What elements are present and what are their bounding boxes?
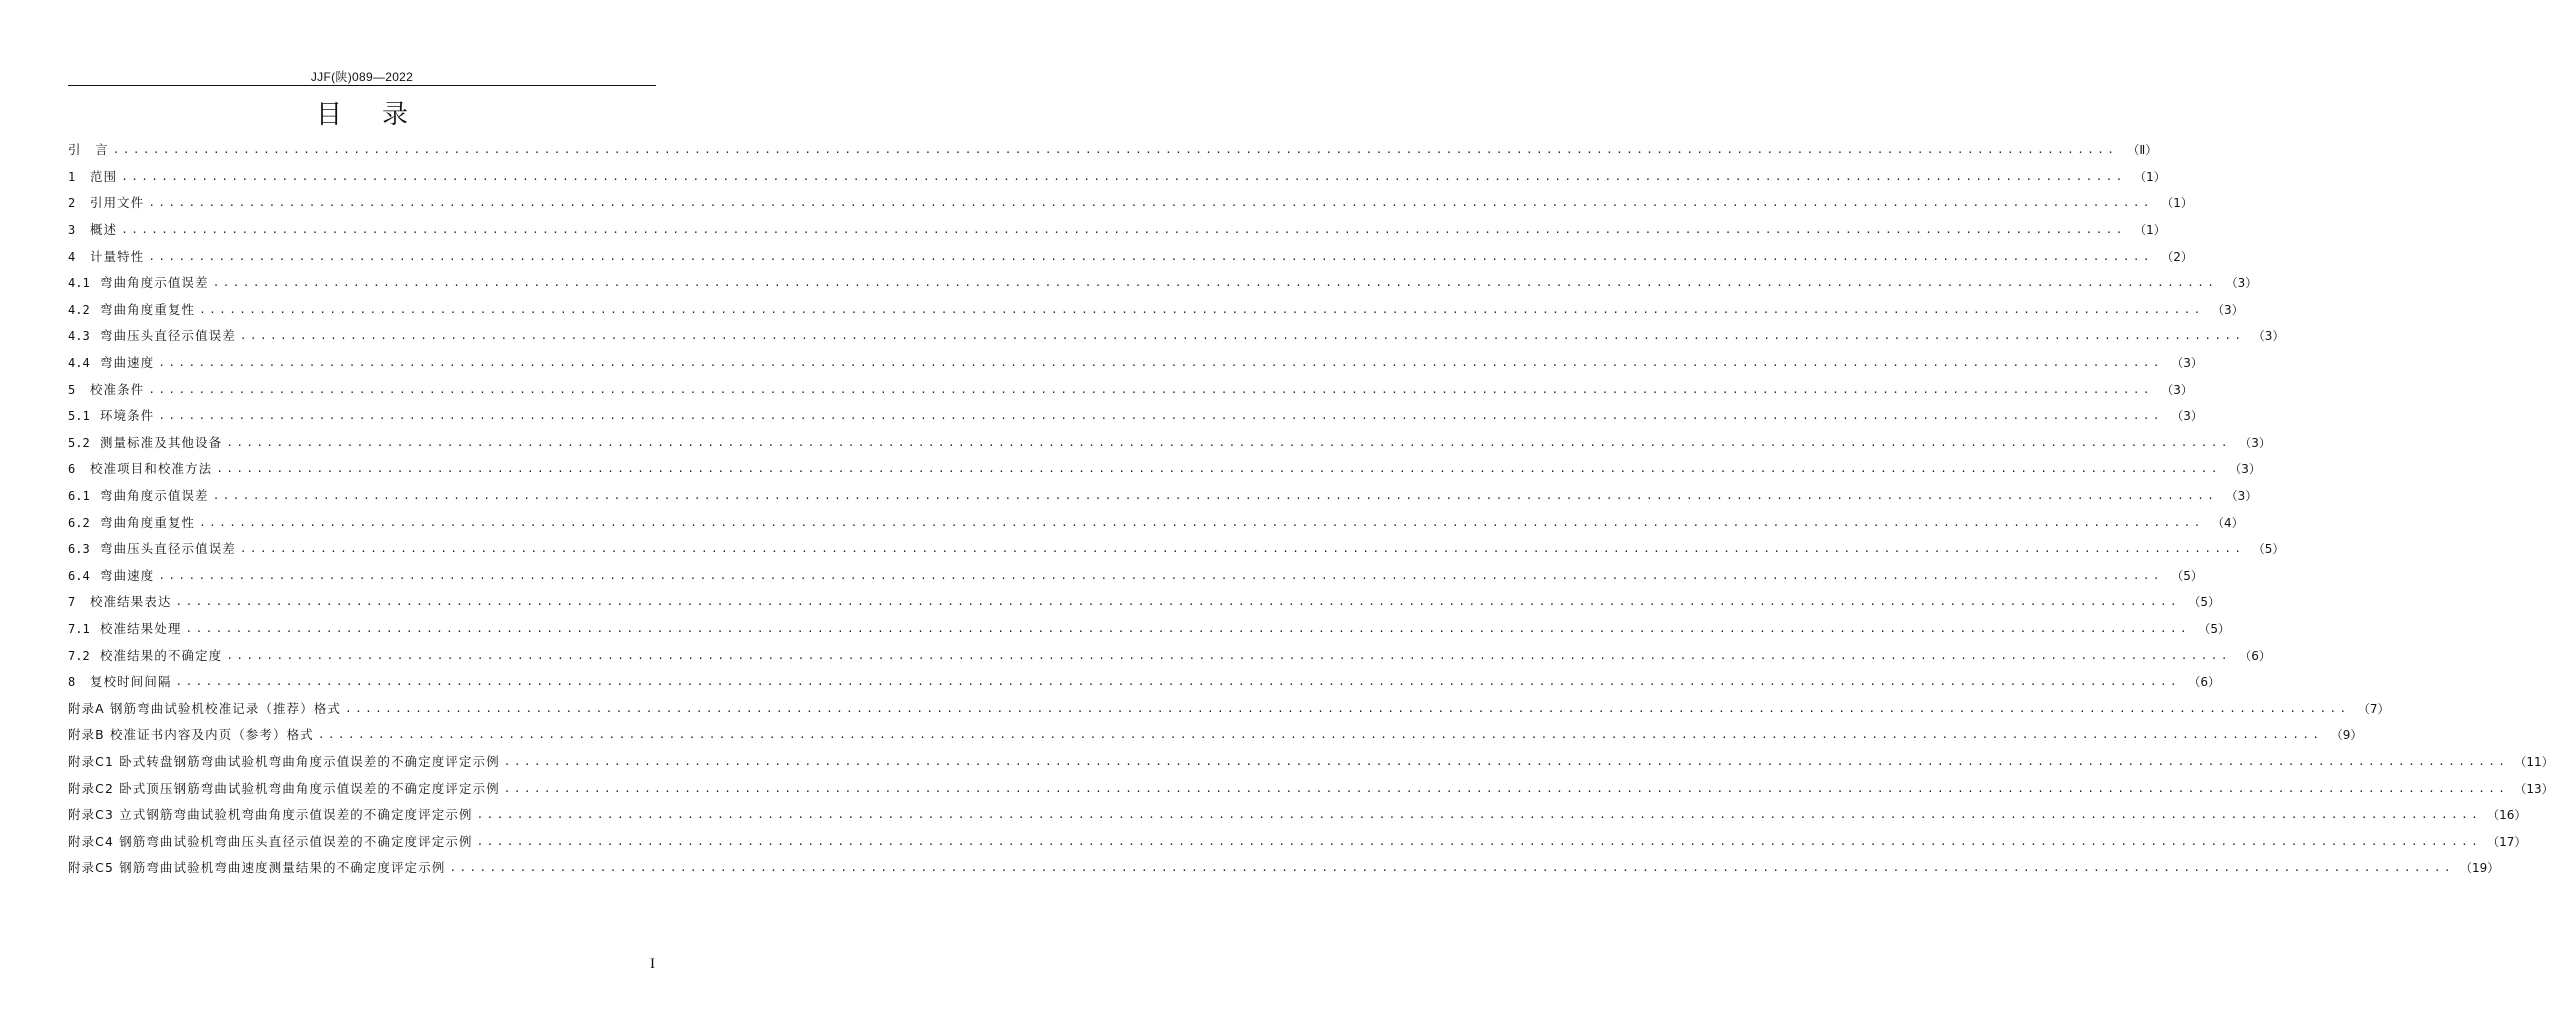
toc-leader-dots: ........................................................................................................................................................................................................ xyxy=(158,568,2163,582)
toc-entry[interactable] xyxy=(68,828,2527,855)
toc-entry-page: （5） xyxy=(2198,621,2231,636)
toc-entry-page: （3） xyxy=(2252,329,2285,344)
toc-entry-page: （3） xyxy=(2171,356,2203,371)
toc-entry[interactable] xyxy=(68,855,2500,882)
toc-entry-page: （3） xyxy=(2229,462,2261,477)
toc-entry-label: 复校时间间隔 xyxy=(90,674,172,690)
toc-entry-page: （3） xyxy=(2171,409,2203,424)
toc-entry[interactable] xyxy=(68,403,2203,430)
toc-leader-dots: ........................................................................................................................................................................................................ xyxy=(158,356,2163,370)
toc-leader-dots: ........................................................................................................................................................................................................ xyxy=(216,462,2221,476)
toc-entry-number: 5.1 xyxy=(68,409,90,424)
toc-entry-page: （3） xyxy=(2225,276,2258,291)
toc-entry-label: 测量标准及其他设备 xyxy=(100,434,223,450)
toc-entry[interactable] xyxy=(68,669,2221,696)
toc-entry-label: 弯曲角度重复性 xyxy=(100,301,196,317)
toc-leader-dots: ........................................................................................................................................................................................................ xyxy=(212,276,2218,290)
toc-entry-page: （Ⅱ） xyxy=(2127,143,2158,158)
toc-leader-dots: ........................................................................................................................................................................................................ xyxy=(503,781,2509,795)
toc-entry[interactable] xyxy=(68,430,2271,457)
toc-entry-page: （3） xyxy=(2161,382,2193,397)
toc-entry-label: 弯曲速度 xyxy=(100,355,155,371)
toc-entry-page: （19） xyxy=(2459,861,2500,876)
toc-entry-page: （1） xyxy=(2161,196,2193,211)
toc-entry-label: 附录B 校准证书内容及内页（参考）格式 xyxy=(68,727,314,743)
toc-entry-page: （6） xyxy=(2188,675,2221,690)
header-rule xyxy=(68,85,656,86)
toc-entry-page: （13） xyxy=(2514,781,2554,796)
toc-entry-page: （5） xyxy=(2252,542,2285,557)
toc-entry[interactable] xyxy=(68,456,2261,483)
toc-leader-dots: ........................................................................................................................................................................................................ xyxy=(158,409,2163,423)
toc-entry-page: （1） xyxy=(2134,223,2166,238)
toc-entry-number: 4.1 xyxy=(68,276,90,291)
toc-entry[interactable] xyxy=(68,350,2203,377)
toc-entry-number: 3 xyxy=(68,223,76,238)
toc-leader-dots: ........................................................................................................................................................................................................ xyxy=(148,249,2153,263)
toc-entry[interactable] xyxy=(68,642,2271,669)
toc-entry-number: 4.4 xyxy=(68,356,90,371)
toc-leader-dots: ........................................................................................................................................................................................................ xyxy=(148,196,2153,210)
toc-entry-label: 引 言 xyxy=(68,142,109,158)
toc-entry-label: 校准结果的不确定度 xyxy=(100,647,223,663)
toc-entry-label: 计量特性 xyxy=(90,248,145,264)
toc-entry-number: 8 xyxy=(68,675,76,690)
toc-entry-label: 附录C2 卧式顶压钢筋弯曲试验机弯曲角度示值误差的不确定度评定示例 xyxy=(68,780,500,796)
toc-leader-dots: ........................................................................................................................................................................................................ xyxy=(503,754,2509,768)
document-code: JJF(陕)089—2022 xyxy=(310,70,414,84)
toc-entry-label: 校准项目和校准方法 xyxy=(90,461,213,477)
toc-entry[interactable] xyxy=(68,297,2244,324)
toc-leader-dots: ........................................................................................................................................................................................................ xyxy=(226,648,2231,662)
toc-leader-dots: ........................................................................................................................................................................................................ xyxy=(317,728,2323,742)
toc-entry-number: 5.2 xyxy=(68,435,90,450)
toc-entry[interactable] xyxy=(68,749,2554,776)
toc-entry-page: （4） xyxy=(2212,515,2244,530)
toc-entry-label: 校准结果表达 xyxy=(90,594,172,610)
toc-entry[interactable] xyxy=(68,589,2221,616)
toc-entry-number: 7 xyxy=(68,595,76,610)
toc-entry[interactable] xyxy=(68,509,2244,536)
toc-entry[interactable] xyxy=(68,376,2193,403)
toc-entry-number: 6 xyxy=(68,462,76,477)
toc-entry-page: （17） xyxy=(2487,834,2527,849)
toc-leader-dots: ........................................................................................................................................................................................................ xyxy=(175,595,2181,609)
toc-leader-dots: ........................................................................................................................................................................................................ xyxy=(345,701,2350,715)
toc-entry-page: （3） xyxy=(2225,489,2258,504)
toc-entry[interactable] xyxy=(68,217,2166,244)
toc-entry-label: 引用文件 xyxy=(90,195,145,211)
toc-leader-dots: ........................................................................................................................................................................................................ xyxy=(199,302,2204,316)
toc-entry-label: 范围 xyxy=(90,168,118,184)
toc-entry[interactable] xyxy=(68,190,2193,217)
toc-leader-dots: ........................................................................................................................................................................................................ xyxy=(199,515,2204,529)
toc-entry[interactable] xyxy=(68,616,2231,643)
toc-entry[interactable] xyxy=(68,137,2158,164)
toc-entry-page: （3） xyxy=(2239,435,2271,450)
toc-leader-dots: ........................................................................................................................................................................................................ xyxy=(121,169,2126,183)
toc-leader-dots: ........................................................................................................................................................................................................ xyxy=(239,542,2245,556)
toc-leader-dots: ........................................................................................................................................................................................................ xyxy=(476,808,2482,822)
toc-entry-page: （5） xyxy=(2171,568,2203,583)
toc-entry-page: （11） xyxy=(2514,754,2554,769)
toc-entry-page: （6） xyxy=(2239,648,2271,663)
toc-entry-label: 校准结果处理 xyxy=(100,620,182,636)
toc-leader-dots: ........................................................................................................................................................................................................ xyxy=(449,861,2454,875)
toc-leader-dots: ........................................................................................................................................................................................................ xyxy=(185,621,2191,635)
toc-entry-label: 弯曲角度示值误差 xyxy=(100,275,209,291)
toc-leader-dots: ........................................................................................................................................................................................................ xyxy=(121,223,2126,237)
table-of-contents xyxy=(68,137,2554,882)
toc-entry[interactable] xyxy=(68,483,2258,510)
toc-entry-label: 弯曲角度重复性 xyxy=(100,514,196,530)
toc-entry[interactable] xyxy=(68,164,2166,191)
toc-leader-dots: ........................................................................................................................................................................................................ xyxy=(239,329,2245,343)
toc-leader-dots: ........................................................................................................................................................................................................ xyxy=(476,834,2482,848)
toc-entry[interactable] xyxy=(68,802,2527,829)
toc-entry-label: 弯曲压头直径示值误差 xyxy=(100,541,236,557)
toc-entry-number: 2 xyxy=(68,196,76,211)
toc-entry[interactable] xyxy=(68,722,2363,749)
toc-entry-number: 4.2 xyxy=(68,302,90,317)
toc-entry-number: 6.3 xyxy=(68,542,90,557)
toc-entry[interactable] xyxy=(68,775,2554,802)
toc-entry-label: 附录A 钢筋弯曲试验机校准记录（推荐）格式 xyxy=(68,700,342,716)
toc-entry[interactable] xyxy=(68,323,2285,350)
toc-entry-number: 5 xyxy=(68,382,76,397)
toc-entry-page: （3） xyxy=(2212,302,2244,317)
toc-entry-label: 弯曲速度 xyxy=(100,567,155,583)
toc-entry-page: （5） xyxy=(2188,595,2221,610)
toc-leader-dots: ........................................................................................................................................................................................................ xyxy=(175,675,2181,689)
toc-entry-number: 6.2 xyxy=(68,515,90,530)
toc-entry-page: （2） xyxy=(2161,249,2193,264)
toc-entry-label: 附录C1 卧式转盘钢筋弯曲试验机弯曲角度示值误差的不确定度评定示例 xyxy=(68,753,500,769)
toc-entry-number: 7.2 xyxy=(68,648,90,663)
toc-entry[interactable] xyxy=(68,243,2193,270)
toc-entry-label: 附录C3 立式钢筋弯曲试验机弯曲角度示值误差的不确定度评定示例 xyxy=(68,807,473,823)
page-number: I xyxy=(650,956,655,972)
toc-entry-page: （16） xyxy=(2487,808,2527,823)
toc-entry-page: （1） xyxy=(2134,169,2166,184)
toc-leader-dots: ........................................................................................................................................................................................................ xyxy=(226,435,2231,449)
toc-entry-page: （7） xyxy=(2357,701,2390,716)
toc-leader-dots: ........................................................................................................................................................................................................ xyxy=(112,143,2118,157)
toc-entry[interactable] xyxy=(68,536,2285,563)
toc-leader-dots: ........................................................................................................................................................................................................ xyxy=(148,382,2153,396)
toc-entry[interactable] xyxy=(68,695,2390,722)
toc-entry-number: 4 xyxy=(68,249,76,264)
toc-entry-label: 概述 xyxy=(90,222,118,238)
toc-entry-label: 附录C5 钢筋弯曲试验机弯曲速度测量结果的不确定度评定示例 xyxy=(68,860,446,876)
page-title: 目录 xyxy=(315,100,448,130)
toc-entry-number: 6.1 xyxy=(68,489,90,504)
toc-entry-page: （9） xyxy=(2330,728,2363,743)
toc-entry-label: 校准条件 xyxy=(90,381,145,397)
toc-entry-label: 弯曲角度示值误差 xyxy=(100,488,209,504)
toc-entry-label: 弯曲压头直径示值误差 xyxy=(100,328,236,344)
toc-entry-number: 4.3 xyxy=(68,329,90,344)
toc-entry-number: 7.1 xyxy=(68,621,90,636)
toc-leader-dots: ........................................................................................................................................................................................................ xyxy=(212,489,2218,503)
toc-entry[interactable] xyxy=(68,270,2258,297)
toc-entry-number: 1 xyxy=(68,169,76,184)
toc-entry-number: 6.4 xyxy=(68,568,90,583)
toc-entry-label: 环境条件 xyxy=(100,408,155,424)
toc-entry[interactable] xyxy=(68,563,2203,590)
toc-entry-label: 附录C4 钢筋弯曲试验机弯曲压头直径示值误差的不确定度评定示例 xyxy=(68,833,473,849)
